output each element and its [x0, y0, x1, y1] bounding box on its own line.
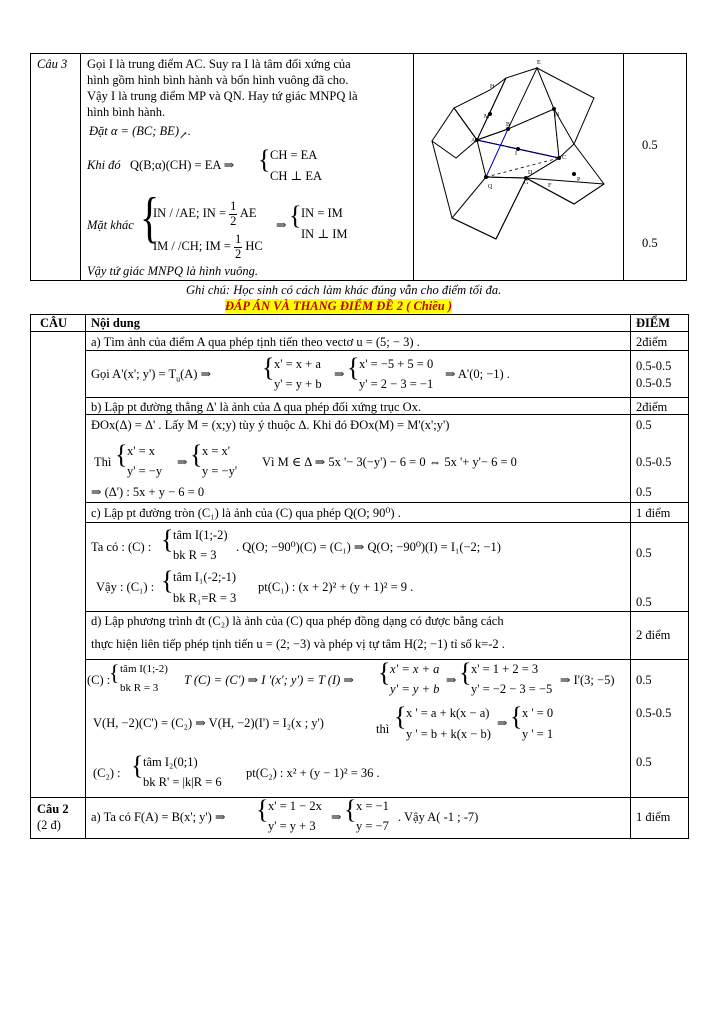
c-taco: Ta có : (C) :	[91, 540, 152, 554]
top-text-1: Gọi I là trung điểm AC. Suy ra I là tâm đối xứng của	[87, 57, 351, 71]
brace: {	[258, 145, 271, 174]
top-text-2: hình gồm hình bình hành và bốn hình vuông đã cho.	[87, 73, 349, 87]
b-thi: Thì	[94, 455, 112, 469]
a-goi: Gọi A'(x'; $y') = T_u(A)$ ⇒	[91, 367, 212, 384]
e-s1r2: y' = y + 3	[268, 819, 316, 833]
c-pt: pt(C₁) : (x + 2)² + (y + 1)² = 9 .	[258, 580, 414, 594]
score: 0.5	[636, 673, 652, 687]
brace: {	[140, 185, 160, 249]
e-score: 1 điểm	[636, 810, 671, 824]
label-b: B	[506, 122, 511, 128]
implies: ⇒	[497, 716, 508, 730]
answer-title: ĐÁP ÁN VÀ THANG ĐIỂM ĐỀ 2 ( Chiều )	[225, 299, 452, 313]
d-v2: y ' = b + k(x − b)	[406, 727, 491, 741]
top-text-4: hình bình hành.	[87, 105, 166, 119]
label-g: G	[524, 180, 529, 186]
conclusion: Vậy tứ giác MNPQ là hình vuông.	[87, 264, 259, 278]
score: 0.5	[636, 485, 652, 499]
khido-label: Khi đó	[87, 158, 121, 172]
score: 0.5-0.5	[636, 706, 672, 720]
a-s1r2: y' = y + b	[274, 377, 322, 391]
e-s2r2: y = −7	[356, 819, 389, 833]
e-s1r1: x' = 1 − 2x	[268, 799, 322, 813]
score: 0.5	[642, 138, 658, 152]
b-s1r2: y' = −y	[127, 464, 163, 478]
dat-alpha: Đặt α = (BC; $BE)_↗$.	[89, 124, 191, 142]
label-m: M	[484, 114, 490, 120]
label-d: D	[528, 170, 533, 176]
label-q: Q	[488, 184, 493, 190]
mk-r2: IN ⊥ IM	[301, 227, 348, 241]
score: 0.5	[636, 755, 652, 769]
a-s2r2: y' = 2 − 3 = −1	[359, 377, 434, 391]
note: Ghi chú: Học sinh có cách làm khác đúng vẫn cho điểm tối đa.	[186, 283, 502, 297]
e-a: a) Ta có F(A) = B(x'; y') ⇒	[91, 810, 226, 824]
d-t: T (C) = (C') ⇒ I '(x'; y') = T (I) ⇒	[184, 673, 354, 687]
label-a: A	[471, 138, 476, 144]
score: 0.5	[636, 546, 652, 560]
mk-line-1: IN / /AE; IN = $\frac{1}{2}$ AE	[153, 199, 257, 228]
geometry-figure	[414, 54, 623, 280]
score: 0.5-0.5	[636, 455, 672, 469]
implies: ⇒	[331, 810, 342, 824]
c-v2: bk R₁=R = 3	[173, 591, 237, 605]
point-q	[484, 175, 488, 179]
mk-line-2: IM / /CH; IM = $\frac{1}{2}$ HC	[153, 232, 263, 261]
d-c2: bk R = 3	[120, 682, 159, 694]
implies: ⇒	[446, 673, 457, 687]
d-v4: y ' = 1	[522, 727, 554, 741]
d-score: 2 điểm	[636, 628, 671, 642]
c-score: 1 điểm	[636, 506, 671, 520]
brace: {	[161, 566, 174, 595]
brace: {	[256, 795, 269, 824]
label-e: E	[537, 60, 541, 66]
brace: {	[510, 702, 523, 731]
d-v3: x ' = 0	[522, 706, 554, 720]
a-s1r1: x' = x + a	[274, 357, 321, 371]
score: 0.5-0.5	[636, 359, 672, 373]
point-c	[557, 156, 561, 160]
label-h: H	[490, 84, 495, 90]
c-r1: tâm I(1;-2)	[173, 528, 228, 542]
brace: {	[262, 353, 275, 382]
d-title-1: d) Lập phương trình đt (C₂) là ảnh của (C) qua phép đồng dạng có được bằng cách	[91, 614, 504, 628]
a-s2r1: x' = −5 + 5 = 0	[359, 357, 434, 371]
score: 0.5	[642, 236, 658, 250]
b-vi: Vì M ∈ Δ ⇒ 5x '− 3(−y') − 6 = 0 ⇔ 5x '+ y'− 6 = 0	[262, 455, 517, 469]
a-result: ⇒ A'(0; −1) .	[445, 367, 510, 381]
d-c21: tâm I₂(0;1)	[143, 755, 198, 769]
d-s1r2: y' = y + b	[390, 682, 440, 696]
khido-r1: CH = EA	[270, 148, 318, 162]
score: 0.5-0.5	[636, 376, 672, 390]
header-noidung: Nội dung	[91, 316, 140, 330]
implies: ⇒	[276, 218, 287, 232]
cau-2-label: Câu 2	[37, 802, 69, 816]
d-s2r2: y' = −2 − 3 = −5	[471, 682, 553, 696]
a-score: 2điểm	[636, 335, 668, 349]
d-s1r1: x' = x + a	[390, 662, 440, 676]
point-a	[475, 138, 479, 142]
header-cau: CÂU	[40, 316, 68, 330]
brace: {	[394, 702, 407, 731]
brace: {	[289, 201, 302, 230]
d-s2r1: x' = 1 + 2 = 3	[471, 662, 539, 676]
d-c1: tâm I(1;-2)	[120, 663, 168, 675]
brace: {	[190, 440, 203, 469]
brace: {	[115, 440, 128, 469]
a-title: a) Tìm ảnh của điểm A qua phép tịnh tiến theo vectơ u = (5; − 3) .	[91, 335, 420, 349]
score: 0.5	[636, 418, 652, 432]
score: 0.5	[636, 595, 652, 609]
brace: {	[347, 353, 360, 382]
top-text-3: Vậy I là trung điểm MP và QN. Hay tứ giác MNPQ là	[87, 89, 358, 103]
c-title: c) Lập pt đường tròn (C₁) là ảnh của (C) qua phép Q(O; 90⁰) .	[91, 506, 401, 520]
e-result: . Vậy A( -1 ; -7)	[398, 810, 479, 824]
brace: {	[131, 751, 144, 780]
header-diem: ĐIỂM	[636, 316, 671, 330]
b-result: ⇒ (Δ') : 5x + y − 6 = 0	[91, 485, 205, 499]
d-pt: pt(C₂) : x² + (y − 1)² = 36 .	[246, 766, 380, 780]
khido-expr: Q(B;α)(CH) = EA ⇒	[130, 158, 235, 172]
point-p	[572, 172, 576, 176]
b-s2r1: x = x'	[202, 444, 231, 458]
mk-r1: IN = IM	[301, 206, 343, 220]
b-title: b) Lập pt đường thẳng Δ' là ảnh của Δ qua phép đối xứng trục Ox.	[91, 400, 422, 414]
d-c: (C) :	[87, 673, 111, 687]
brace: {	[161, 525, 174, 554]
brace: {	[344, 795, 357, 824]
cau-3-label: Câu 3	[37, 57, 68, 71]
d-v: V(H, −2)(C') = (C₂) ⇒ V(H, −2)(I') = I₂(x ; y')	[93, 716, 324, 730]
implies: ⇒	[334, 367, 345, 381]
b-s2r2: y = −y'	[202, 464, 238, 478]
matkhac-label: Mặt khác	[87, 218, 134, 232]
d-title-2: thực hiện liên tiếp phép tịnh tiến u = (2; −3) và phép vị tự tâm H(2; −1) tỉ số k=-2 .	[91, 637, 505, 651]
khido-r2: CH ⊥ EA	[270, 169, 323, 183]
e-s2r1: x = −1	[356, 799, 389, 813]
brace: {	[109, 660, 120, 685]
b-s1r1: x' = x	[127, 444, 156, 458]
cau-2-points: (2 đ)	[37, 818, 61, 832]
d-c22: bk R' = |k|R = 6	[143, 775, 222, 789]
brace: {	[378, 658, 391, 687]
d-c2l: (C₂) :	[93, 766, 121, 780]
label-c: C	[562, 155, 567, 161]
label-n: N	[555, 112, 560, 118]
d-thi: thì	[376, 722, 390, 736]
c-vay: Vậy : (C₁) :	[96, 580, 155, 594]
point-n	[552, 107, 556, 111]
c-v1: tâm I₁(-2;-1)	[173, 570, 237, 584]
d-result: ⇒ I'(3; −5)	[560, 673, 615, 687]
d-v1: x ' = a + k(x − a)	[406, 706, 490, 720]
label-f: F	[548, 183, 552, 189]
b-line-1: ĐOx(Δ) = Δ' . Lấy M = (x;y) tùy ý thuộc Δ. Khi đó ĐOx(M) = M'(x';y')	[91, 418, 450, 432]
b-score: 2điểm	[636, 400, 668, 414]
brace: {	[459, 658, 472, 687]
c-r2: bk R = 3	[173, 548, 217, 562]
implies: ⇒	[177, 455, 188, 469]
c-expr: . Q(O; −90⁰)(C) = (C₁) ⇒ Q(O; −90⁰)(I) = I₁(−2; −1)	[236, 540, 501, 554]
label-i: I	[515, 151, 517, 157]
label-p: P	[577, 177, 581, 183]
